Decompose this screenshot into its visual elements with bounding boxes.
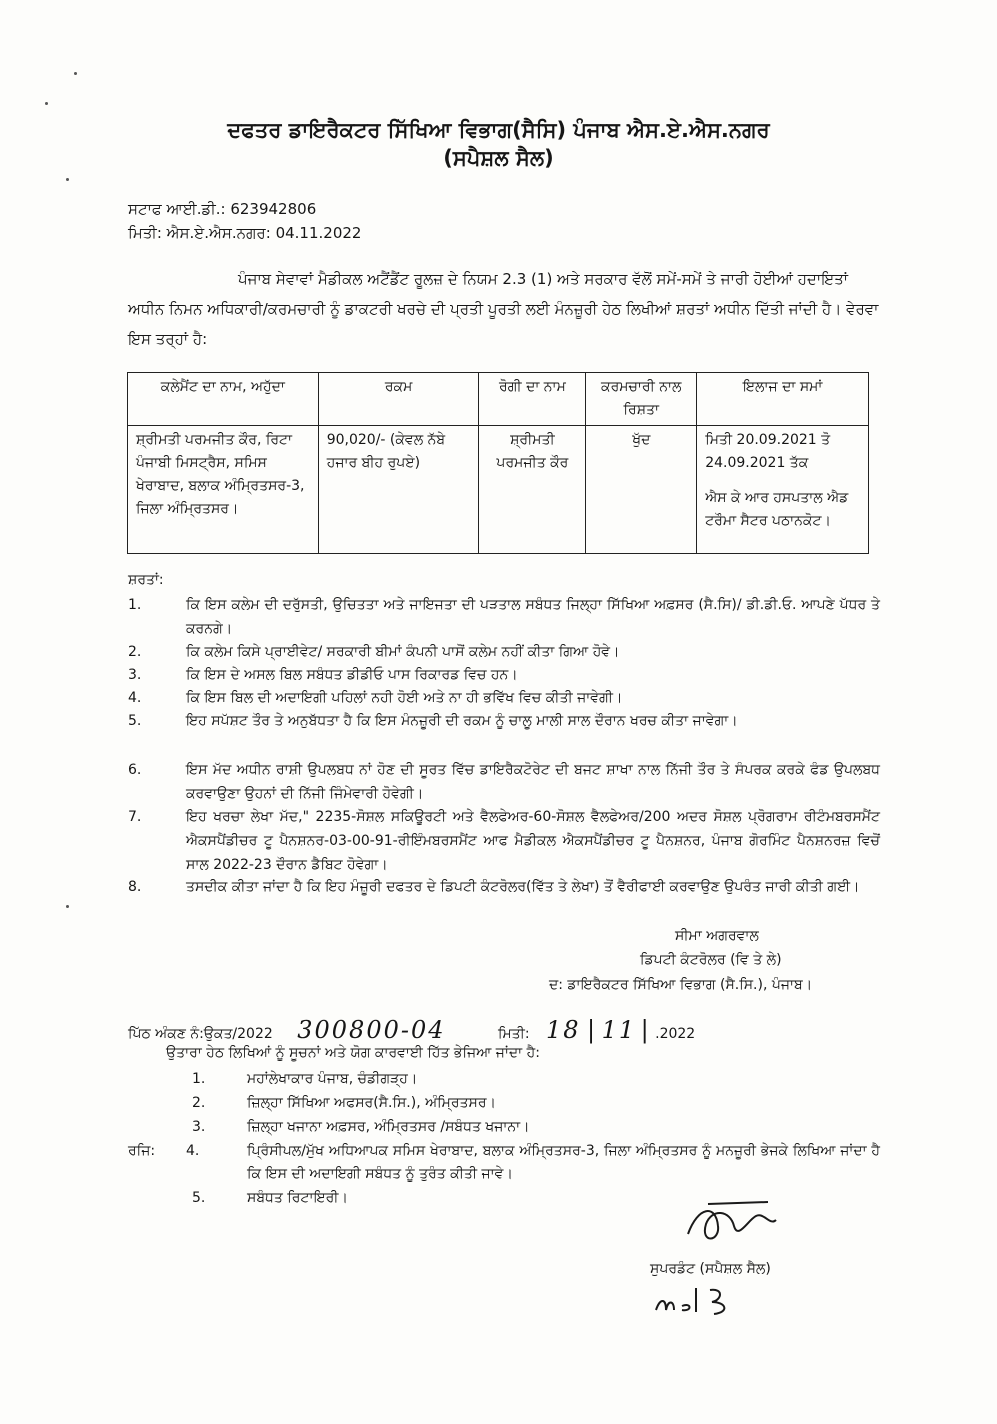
table-header-row [128, 373, 869, 426]
conditions-label: ਸ਼ਰਤਾਂ: [128, 572, 164, 588]
claims-table [127, 372, 869, 554]
condition-text: ਕਿ ਇਸ ਬਿਲ ਦੀ ਅਦਾਇਗੀ ਪਹਿਲਾਂ ਨਹੀ ਹੋਈ ਅਤੇ ਨਾ ਹੀ ਭਵਿੱਖ ਵਿਚ ਕੀਤੀ ਜਾਵੇਗੀ। [186, 690, 623, 706]
dist-text: ਪ੍ਰਿੰਸੀਪਲ/ਮੁੱਖ ਅਧਿਆਪਕ ਸਮਿਸ ਖੇਰਾਬਾਦ, ਬਲਾਕ ਅੰਮ੍ਰਿਤਸਰ-3, ਜਿਲਾ ਅੰਮ੍ਰਿਤਸਰ ਨੂੰ ਮਨਜ਼ੂਰੀ ਭੇਜਕੇ ਲਿਖਿਆ ਜਾਂਦਾ ਹੈ ਕਿ ਇਸ ਦੀ ਅਦਾਇਗੀ ਸਬੰਧਤ ਨੂੰ ਤੁਰੰਤ ਕੀਤੀ ਜਾਵੇ। [247, 1143, 880, 1182]
signatory-office: ਦ: ਡਾਇਰੈਕਟਰ ਸਿੱਖਿਆ ਵਿਭਾਗ (ਸੈ.ਸਿ.), ਪੰਜਾਬ। [549, 977, 813, 993]
col-amount: ਰਕਮ [318, 373, 479, 426]
endorsement-number: 300800-04 [297, 1016, 446, 1044]
intro-text: ਪੰਜਾਬ ਸੇਵਾਵਾਂ ਮੈਡੀਕਲ ਅਟੈਂਡੈਂਟ ਰੂਲਜ਼ ਦੇ ਨਿਯਮ 2.3 (1) ਅਤੇ ਸਰਕਾਰ ਵੱਲੋਂ ਸਮੇਂ-ਸਮੇਂ ਤੇ ਜਾਰੀ ਹੋਈਆਂ ਹਦਾਇਤਾਂ ਅਧੀਨ ਨਿਮਨ ਅਧਿਕਾਰੀ/ਕਰਮਚਾਰੀ ਨੂੰ ਡਾਕਟਰੀ ਖਰਚੇ ਦੀ ਪ੍ਰਤੀ ਪੂਰਤੀ ਲਈ ਮੰਨਜ਼ੂਰੀ ਹੇਠ ਲਿਖੀਆਂ ਸ਼ਰਤਾਂ ਅਧੀਨ ਦਿੱਤੀ ਜਾਂਦੀ ਹੈ। ਵੇਰਵਾ ਇਸ ਤਰ੍ਹਾਂ ਹੈ: [128, 270, 879, 348]
col-period: ਇਲਾਜ ਦਾ ਸਮਾਂ [697, 373, 869, 426]
condition-item [128, 663, 880, 687]
condition-number: 4. [128, 690, 142, 706]
condition-item [128, 709, 880, 733]
condition-text: ਕਿ ਕਲੇਮ ਕਿਸੇ ਪ੍ਰਾਈਵੇਟ/ ਸਰਕਾਰੀ ਬੀਮਾਂ ਕੰਪਨੀ ਪਾਸੋਂ ਕਲੇਮ ਨਹੀਂ ਕੀਤਾ ਗਿਆ ਹੋਵੇ। [186, 644, 620, 660]
endorsement-date-label: ਮਿਤੀ: [497, 1026, 530, 1042]
dist-number: 3. [192, 1119, 206, 1135]
treatment-period: ਮਿਤੀ 20.09.2021 ਤੋ 24.09.2021 ਤੱਕ [705, 432, 831, 471]
date-label: ਮਿਤੀ: ਐਸ.ਏ.ਐਸ.ਨਗਰ: [128, 224, 271, 242]
condition-number: 1. [128, 597, 142, 613]
dist-text: ਸਬੰਧਤ ਰਿਟਾਇਰੀ। [247, 1190, 348, 1206]
scan-speck [66, 905, 69, 908]
cell-period [697, 426, 869, 554]
dist-number: 4. [186, 1143, 200, 1159]
intro-paragraph [128, 264, 888, 354]
condition-number: 6. [128, 762, 142, 778]
endorsement-date-day: 18 [546, 1016, 581, 1044]
initials-mark [652, 1280, 752, 1320]
condition-item [128, 805, 880, 877]
cell-patient: ਸ਼੍ਰੀਮਤੀ ਪਰਮਜੀਤ ਕੌਰ [479, 426, 586, 554]
cell-relation: ਖੁੱਦ [586, 426, 697, 554]
condition-text: ਤਸਦੀਕ ਕੀਤਾ ਜਾਂਦਾ ਹੈ ਕਿ ਇਹ ਮੰਜ਼ੂਰੀ ਦਫਤਰ ਦੇ ਡਿਪਟੀ ਕੰਟਰੋਲਰ(ਵਿੱਤ ਤੇ ਲੇਖਾ) ਤੋਂ ਵੈਰੀਫਾਈ ਕਰਵਾਉਣ ਉਪਰੰਤ ਜਾਰੀ ਕੀਤੀ ਗਈ। [186, 879, 860, 895]
condition-number: 2. [128, 644, 142, 660]
col-claimant: ਕਲੇਮੈਂਟ ਦਾ ਨਾਮ, ਅਹੁੱਦਾ [128, 373, 319, 426]
staff-id-line [128, 200, 316, 218]
office-title: ਦਫਤਰ ਡਾਇਰੈਕਟਰ ਸਿੱਖਿਆ ਵਿਭਾਗ(ਸੈਸਿ) ਪੰਜਾਬ ਐਸ.ਏ.ਐਸ.ਨਗਰ [227, 118, 770, 142]
dist-number: 5. [192, 1190, 206, 1206]
condition-number: 5. [128, 713, 142, 729]
hospital-name: ਐਸ ਕੇ ਆਰ ਹਸਪਤਾਲ ਐਡ ਟਰੌਮਾ ਸੈਟਰ ਪਠਾਨਕੋਟ। [705, 490, 849, 529]
date-value: 04.11.2022 [275, 224, 362, 242]
condition-item [128, 758, 880, 806]
col-patient: ਰੋਗੀ ਦਾ ਨਾਮ [479, 373, 586, 426]
condition-text: ਇਸ ਮੱਦ ਅਧੀਨ ਰਾਸ਼ੀ ਉਪਲਬਧ ਨਾਂ ਹੋਣ ਦੀ ਸੂਰਤ ਵਿੱਚ ਡਾਇਰੈਕਟੋਰੇਟ ਦੀ ਬਜਟ ਸ਼ਾਖਾ ਨਾਲ ਨਿੱਜੀ ਤੌਰ ਤੇ ਸੰਪਰਕ ਕਰਕੇ ਫੰਡ ਉਪਲਬਧ ਕਰਵਾਉਣਾ ਉਹਨਾਂ ਦੀ ਨਿੱਜੀ ਜਿੰਮੇਵਾਰੀ ਹੋਵੇਗੀ। [186, 762, 880, 802]
registered-label: ਰਜਿ: [128, 1143, 156, 1159]
col-relation: ਕਰਮਚਾਰੀ ਨਾਲ ਰਿਸ਼ਤਾ [586, 373, 697, 426]
forward-text: ਉਤਾਰਾ ਹੇਠ ਲਿਖਿਆਂ ਨੂੰ ਸੂਚਨਾਂ ਅਤੇ ਯੋਗ ਕਾਰਵਾਈ ਹਿੱਤ ਭੇਜਿਆ ਜਾਂਦਾ ਹੈ: [166, 1045, 540, 1061]
condition-text: ਕਿ ਇਸ ਕਲੇਮ ਦੀ ਦਰੁੱਸਤੀ, ਉਚਿਤਤਾ ਅਤੇ ਜਾਇਜਤਾ ਦੀ ਪੜਤਾਲ ਸਬੰਧਤ ਜਿਲ੍ਹਾ ਸਿੱਖਿਆ ਅਫ਼ਸਰ (ਸੈ.ਸਿ)/ ਡੀ.ਡੀ.ਓ. ਆਪਣੇ ਪੱਧਰ ਤੇ ਕਰਨਗੇ। [186, 597, 880, 637]
endorsement-line: ਪਿੱਠ ਅੰਕਣ ਨੰ:ਉਕਤ/2022 300800-04 ਮਿਤੀ: 18 | 11 | .2022 [128, 1016, 696, 1044]
dist-text: ਜ਼ਿਲ੍ਹਾ ਖਜਾਨਾ ਅਫ਼ਸਰ, ਅੰਮ੍ਰਿਤਸਰ /ਸਬੰਧਤ ਖਜਾਨਾ। [247, 1119, 530, 1135]
condition-text: ਕਿ ਇਸ ਦੇ ਅਸਲ ਬਿਲ ਸਬੰਧਤ ਡੀਡੀਓ ਪਾਸ ਰਿਕਾਰਡ ਵਿਚ ਹਨ। [186, 667, 518, 683]
table-row [128, 426, 869, 554]
staff-id-label: ਸਟਾਫ ਆਈ.ਡੀ.: [128, 200, 226, 218]
dist-text: ਜ਼ਿਲ੍ਹਾ ਸਿੱਖਿਆ ਅਫਸਰ(ਸੈ.ਸਿ.), ਅੰਮ੍ਰਿਤਸਰ। [247, 1095, 496, 1111]
superintendent-signature [678, 1196, 788, 1251]
date-line [128, 224, 361, 242]
endorsement-year: .2022 [655, 1026, 696, 1042]
superintendent-designation: ਸੁਪਰਡੰਟ (ਸਪੈਸ਼ਲ ਸੈਲ) [650, 1261, 771, 1277]
condition-text: ਇਹ ਖਰਚਾ ਲੇਖਾ ਮੱਦ," 2235-ਸੋਸ਼ਲ ਸਕਿਊਰਟੀ ਅਤੇ ਵੈਲਫੇਅਰ-60-ਸੋਸ਼ਲ ਵੈਲਫੇਅਰ/200 ਅਦਰ ਸੋਸ਼ਲ ਪ੍ਰੋਗਰਾਮ ਰੀਟੰਮਬਰਸਮੈਂਟ ਐਕਸਪੈਂਡੀਚਰ ਟੂ ਪੈਨਸ਼ਨਰ-03-00-91-ਰੀਇੰਮਬਰਸਮੈਂਟ ਆਫ ਮੈਡੀਕਲ ਐਕਸਪੈਂਡੀਚਰ ਟੂ ਪੈਨਸ਼ਨਰ, ਪੰਜਾਬ ਗੋਰਮਿੰਟ ਪੈਨਸ਼ਨਰਜ਼ ਵਿਚੋਂ ਸਾਲ 2022-23 ਦੌਰਾਨ ਡੈਬਿਟ ਹੋਵੇਗਾ। [186, 809, 880, 873]
condition-text: ਇਹ ਸਪੱਸ਼ਟ ਤੌਰ ਤੇ ਅਨੁਬੱਧਤਾ ਹੈ ਕਿ ਇਸ ਮੰਨਜ਼ੂਰੀ ਦੀ ਰਕਮ ਨੂੰ ਚਾਲੂ ਮਾਲੀ ਸਾਲ ਦੌਰਾਨ ਖਰਚ ਕੀਤਾ ਜਾਵੇਗਾ। [186, 713, 738, 729]
cell-claimant: ਸ਼੍ਰੀਮਤੀ ਪਰਮਜੀਤ ਕੌਰ, ਰਿਟਾ ਪੰਜਾਬੀ ਮਿਸਟ੍ਰੈਸ, ਸਮਿਸ ਖੇਰਾਬਾਦ, ਬਲਾਕ ਅੰਮ੍ਰਿਤਸਰ-3, ਜਿਲਾ ਅੰਮ੍ਰਿਤਸਰ। [128, 426, 319, 554]
staff-id-value: 623942806 [230, 200, 317, 218]
endorsement-date-month: 11 [601, 1016, 637, 1044]
dist-number: 1. [192, 1071, 206, 1087]
signatory-name: ਸੀਮਾ ਅਗਰਵਾਲ [675, 928, 759, 944]
scan-speck [66, 178, 69, 181]
condition-item [128, 686, 880, 710]
condition-number: 8. [128, 879, 142, 895]
condition-item [128, 875, 880, 899]
signatory-designation: ਡਿਪਟੀ ਕੰਟਰੋਲਰ (ਵਿ ਤੇ ਲੇ) [640, 952, 782, 968]
cell-title: (ਸਪੈਸ਼ਲ ਸੈਲ) [443, 146, 554, 170]
endorsement-label: ਪਿੱਠ ਅੰਕਣ ਨੰ:ਉਕਤ/2022 [128, 1026, 273, 1042]
condition-item [128, 640, 880, 664]
cell-amount: 90,020/- (ਕੇਵਲ ਨੱਬੇ ਹਜਾਰ ਬੀਹ ਰੁਪਏ) [318, 426, 479, 554]
scan-speck [74, 72, 77, 75]
condition-number: 3. [128, 667, 142, 683]
condition-number: 7. [128, 809, 142, 825]
condition-item [128, 593, 880, 641]
scan-speck [45, 102, 48, 105]
dist-text: ਮਹਾਂਲੇਖਾਕਾਰ ਪੰਜਾਬ, ਚੰਡੀਗੜ੍ਹ। [247, 1071, 418, 1087]
dist-number: 2. [192, 1095, 206, 1111]
